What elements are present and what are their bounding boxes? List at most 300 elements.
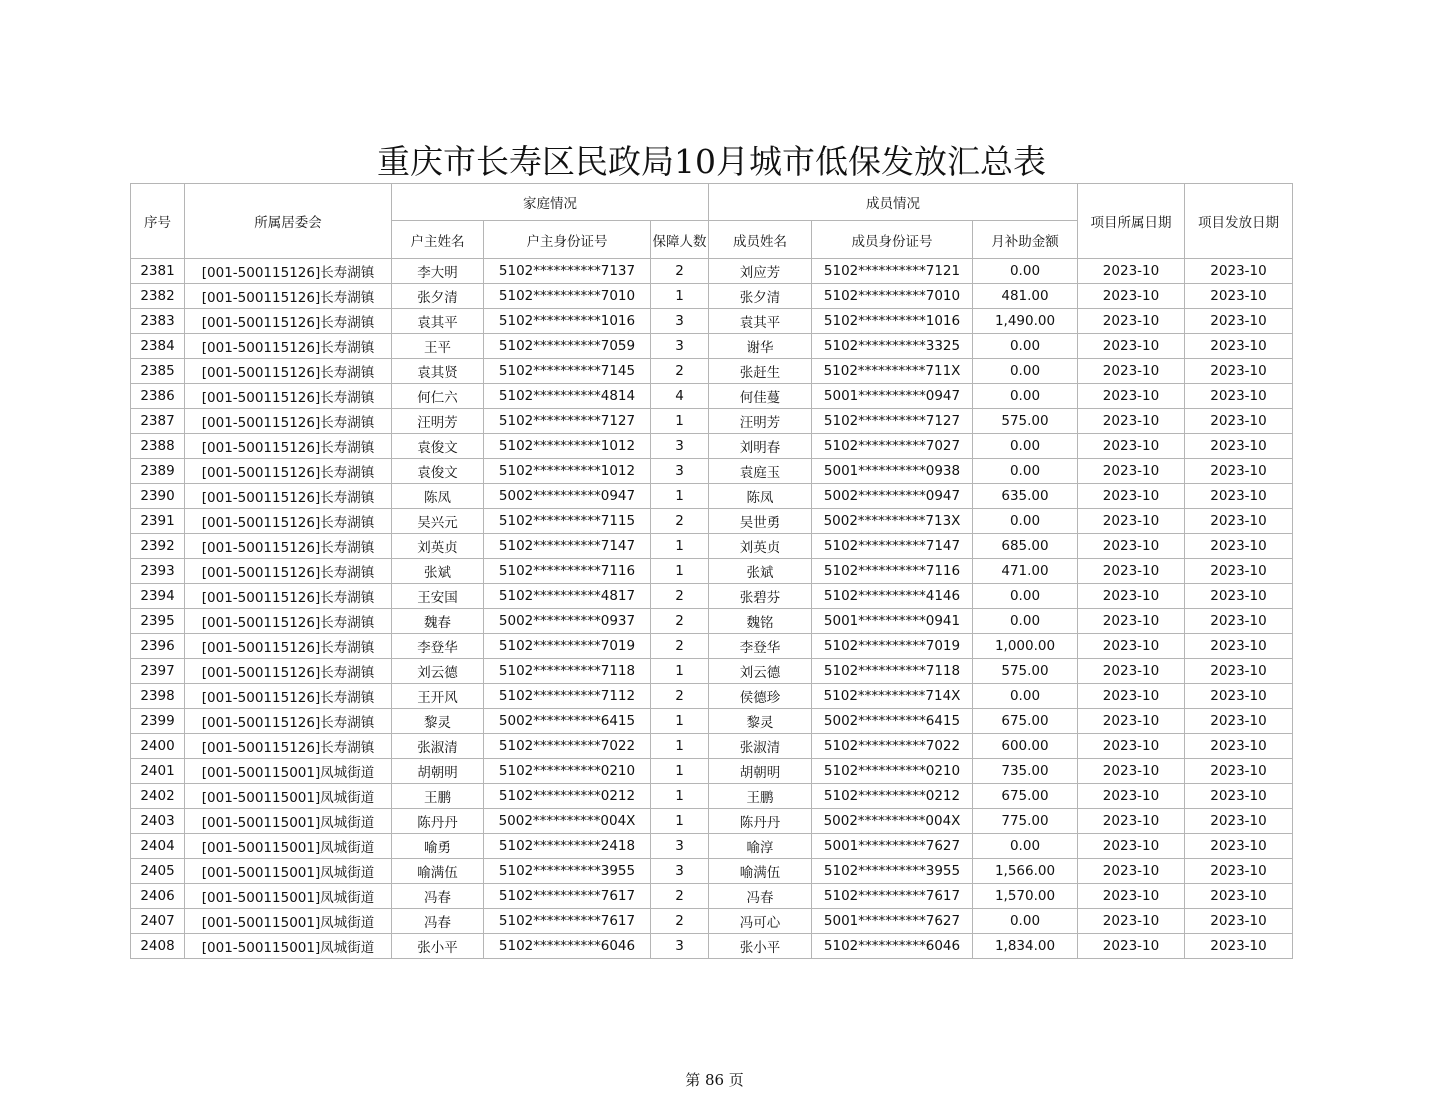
head-id-cell: 5102**********4817 (484, 584, 651, 609)
head-id-cell: 5102**********7112 (484, 684, 651, 709)
monthly-amount-cell: 575.00 (973, 409, 1078, 434)
member-id-cell: 5102**********7617 (812, 884, 973, 909)
header-head-name: 户主姓名 (392, 221, 484, 259)
project-month-cell: 2023-10 (1078, 259, 1185, 284)
covered-cell: 3 (651, 934, 709, 959)
table-row (131, 334, 1293, 359)
monthly-amount-cell: 675.00 (973, 784, 1078, 809)
issue-month-cell: 2023-10 (1185, 309, 1293, 334)
covered-cell: 2 (651, 909, 709, 934)
covered-cell: 1 (651, 784, 709, 809)
member-name-cell: 冯可心 (709, 909, 812, 934)
table-row (131, 434, 1293, 459)
head-id-cell: 5102**********7145 (484, 359, 651, 384)
issue-month-cell: 2023-10 (1185, 609, 1293, 634)
header-member-id: 成员身份证号 (812, 221, 973, 259)
table-row (131, 709, 1293, 734)
covered-cell: 1 (651, 534, 709, 559)
head-id-cell: 5102**********7127 (484, 409, 651, 434)
member-id-cell: 5102**********3955 (812, 859, 973, 884)
monthly-amount-cell: 1,490.00 (973, 309, 1078, 334)
head-id-cell: 5102**********7147 (484, 534, 651, 559)
head-name-cell: 张斌 (392, 559, 484, 584)
issue-month-cell: 2023-10 (1185, 484, 1293, 509)
issue-month-cell: 2023-10 (1185, 559, 1293, 584)
project-month-cell: 2023-10 (1078, 459, 1185, 484)
community-cell: [001-500115126]长寿湖镇 (185, 609, 392, 634)
seq-cell: 2397 (131, 659, 185, 684)
head-name-cell: 李登华 (392, 634, 484, 659)
member-id-cell: 5102**********1016 (812, 309, 973, 334)
member-name-cell: 张淑清 (709, 734, 812, 759)
seq-cell: 2398 (131, 684, 185, 709)
seq-cell: 2389 (131, 459, 185, 484)
table-row (131, 684, 1293, 709)
monthly-amount-cell: 675.00 (973, 709, 1078, 734)
header-issue-month: 项目发放日期 (1185, 184, 1293, 259)
covered-cell: 3 (651, 309, 709, 334)
community-cell: [001-500115001]凤城街道 (185, 884, 392, 909)
table-row (131, 559, 1293, 584)
member-id-cell: 5002**********713X (812, 509, 973, 534)
member-name-cell: 吴世勇 (709, 509, 812, 534)
seq-cell: 2387 (131, 409, 185, 434)
page-title: 重庆市长寿区民政局10月城市低保发放汇总表 (377, 142, 1046, 181)
member-id-cell: 5001**********0941 (812, 609, 973, 634)
community-cell: [001-500115126]长寿湖镇 (185, 509, 392, 534)
table-row (131, 359, 1293, 384)
table-row (131, 309, 1293, 334)
covered-cell: 3 (651, 434, 709, 459)
head-id-cell: 5102**********1012 (484, 459, 651, 484)
member-name-cell: 黎灵 (709, 709, 812, 734)
community-cell: [001-500115126]长寿湖镇 (185, 584, 392, 609)
project-month-cell: 2023-10 (1078, 809, 1185, 834)
member-id-cell: 5102**********7116 (812, 559, 973, 584)
head-name-cell: 王开风 (392, 684, 484, 709)
issue-month-cell: 2023-10 (1185, 284, 1293, 309)
issue-month-cell: 2023-10 (1185, 259, 1293, 284)
community-cell: [001-500115126]长寿湖镇 (185, 734, 392, 759)
member-name-cell: 张碧芬 (709, 584, 812, 609)
member-id-cell: 5102**********7019 (812, 634, 973, 659)
project-month-cell: 2023-10 (1078, 609, 1185, 634)
monthly-amount-cell: 0.00 (973, 384, 1078, 409)
head-name-cell: 黎灵 (392, 709, 484, 734)
monthly-amount-cell: 0.00 (973, 509, 1078, 534)
member-id-cell: 5002**********004X (812, 809, 973, 834)
project-month-cell: 2023-10 (1078, 584, 1185, 609)
member-name-cell: 冯春 (709, 884, 812, 909)
member-name-cell: 谢华 (709, 334, 812, 359)
issue-month-cell: 2023-10 (1185, 359, 1293, 384)
head-name-cell: 袁俊文 (392, 459, 484, 484)
covered-cell: 2 (651, 509, 709, 534)
covered-cell: 1 (651, 809, 709, 834)
member-name-cell: 刘明春 (709, 434, 812, 459)
table-row (131, 759, 1293, 784)
issue-month-cell: 2023-10 (1185, 909, 1293, 934)
head-id-cell: 5102**********7118 (484, 659, 651, 684)
head-name-cell: 冯春 (392, 884, 484, 909)
table-row (131, 634, 1293, 659)
seq-cell: 2402 (131, 784, 185, 809)
head-name-cell: 张夕清 (392, 284, 484, 309)
community-cell: [001-500115126]长寿湖镇 (185, 284, 392, 309)
project-month-cell: 2023-10 (1078, 909, 1185, 934)
table-row (131, 409, 1293, 434)
member-name-cell: 张夕清 (709, 284, 812, 309)
member-id-cell: 5102**********7121 (812, 259, 973, 284)
head-name-cell: 袁俊文 (392, 434, 484, 459)
member-id-cell: 5102**********6046 (812, 934, 973, 959)
table-row (131, 609, 1293, 634)
head-name-cell: 张淑清 (392, 734, 484, 759)
head-name-cell: 冯春 (392, 909, 484, 934)
table-body (131, 259, 1293, 959)
table-row (131, 884, 1293, 909)
table-row (131, 509, 1293, 534)
community-cell: [001-500115126]长寿湖镇 (185, 434, 392, 459)
project-month-cell: 2023-10 (1078, 284, 1185, 309)
community-cell: [001-500115126]长寿湖镇 (185, 534, 392, 559)
head-name-cell: 魏春 (392, 609, 484, 634)
covered-cell: 1 (651, 659, 709, 684)
seq-cell: 2400 (131, 734, 185, 759)
monthly-amount-cell: 735.00 (973, 759, 1078, 784)
project-month-cell: 2023-10 (1078, 884, 1185, 909)
community-cell: [001-500115126]长寿湖镇 (185, 459, 392, 484)
member-name-cell: 陈丹丹 (709, 809, 812, 834)
head-id-cell: 5102**********4814 (484, 384, 651, 409)
seq-cell: 2391 (131, 509, 185, 534)
table-row (131, 259, 1293, 284)
project-month-cell: 2023-10 (1078, 434, 1185, 459)
covered-cell: 2 (651, 609, 709, 634)
project-month-cell: 2023-10 (1078, 934, 1185, 959)
monthly-amount-cell: 1,000.00 (973, 634, 1078, 659)
issue-month-cell: 2023-10 (1185, 734, 1293, 759)
member-id-cell: 5102**********0212 (812, 784, 973, 809)
seq-cell: 2385 (131, 359, 185, 384)
head-name-cell: 喻勇 (392, 834, 484, 859)
head-id-cell: 5002**********0947 (484, 484, 651, 509)
head-id-cell: 5102**********0210 (484, 759, 651, 784)
issue-month-cell: 2023-10 (1185, 584, 1293, 609)
issue-month-cell: 2023-10 (1185, 509, 1293, 534)
covered-cell: 2 (651, 259, 709, 284)
head-name-cell: 陈丹丹 (392, 809, 484, 834)
member-name-cell: 张赶生 (709, 359, 812, 384)
project-month-cell: 2023-10 (1078, 784, 1185, 809)
issue-month-cell: 2023-10 (1185, 709, 1293, 734)
head-id-cell: 5102**********7059 (484, 334, 651, 359)
member-name-cell: 喻满伍 (709, 859, 812, 884)
member-name-cell: 胡朝明 (709, 759, 812, 784)
covered-cell: 1 (651, 559, 709, 584)
community-cell: [001-500115126]长寿湖镇 (185, 709, 392, 734)
project-month-cell: 2023-10 (1078, 834, 1185, 859)
member-id-cell: 5102**********714X (812, 684, 973, 709)
head-id-cell: 5102**********7022 (484, 734, 651, 759)
project-month-cell: 2023-10 (1078, 634, 1185, 659)
project-month-cell: 2023-10 (1078, 509, 1185, 534)
covered-cell: 2 (651, 634, 709, 659)
table-row (131, 809, 1293, 834)
table-row (131, 859, 1293, 884)
monthly-amount-cell: 481.00 (973, 284, 1078, 309)
table-row (131, 659, 1293, 684)
community-cell: [001-500115001]凤城街道 (185, 834, 392, 859)
member-name-cell: 刘云德 (709, 659, 812, 684)
seq-cell: 2403 (131, 809, 185, 834)
seq-cell: 2404 (131, 834, 185, 859)
seq-cell: 2405 (131, 859, 185, 884)
monthly-amount-cell: 0.00 (973, 584, 1078, 609)
seq-cell: 2383 (131, 309, 185, 334)
monthly-amount-cell: 0.00 (973, 259, 1078, 284)
member-id-cell: 5102**********7127 (812, 409, 973, 434)
covered-cell: 4 (651, 384, 709, 409)
member-id-cell: 5102**********711X (812, 359, 973, 384)
issue-month-cell: 2023-10 (1185, 884, 1293, 909)
head-id-cell: 5102**********7137 (484, 259, 651, 284)
covered-cell: 1 (651, 759, 709, 784)
seq-cell: 2394 (131, 584, 185, 609)
head-name-cell: 刘云德 (392, 659, 484, 684)
table-header (131, 184, 1293, 259)
head-id-cell: 5002**********6415 (484, 709, 651, 734)
monthly-amount-cell: 575.00 (973, 659, 1078, 684)
head-id-cell: 5102**********1012 (484, 434, 651, 459)
header-member-name: 成员姓名 (709, 221, 812, 259)
covered-cell: 3 (651, 859, 709, 884)
monthly-amount-cell: 635.00 (973, 484, 1078, 509)
table-row (131, 784, 1293, 809)
project-month-cell: 2023-10 (1078, 384, 1185, 409)
covered-cell: 1 (651, 409, 709, 434)
head-id-cell: 5102**********0212 (484, 784, 651, 809)
head-id-cell: 5102**********7115 (484, 509, 651, 534)
member-id-cell: 5001**********0947 (812, 384, 973, 409)
member-name-cell: 张小平 (709, 934, 812, 959)
member-name-cell: 汪明芳 (709, 409, 812, 434)
table-row (131, 934, 1293, 959)
monthly-amount-cell: 0.00 (973, 334, 1078, 359)
monthly-amount-cell: 0.00 (973, 459, 1078, 484)
issue-month-cell: 2023-10 (1185, 334, 1293, 359)
head-id-cell: 5102**********7617 (484, 884, 651, 909)
monthly-amount-cell: 0.00 (973, 609, 1078, 634)
head-name-cell: 何仁六 (392, 384, 484, 409)
community-cell: [001-500115001]凤城街道 (185, 859, 392, 884)
community-cell: [001-500115126]长寿湖镇 (185, 334, 392, 359)
community-cell: [001-500115126]长寿湖镇 (185, 359, 392, 384)
member-name-cell: 侯德珍 (709, 684, 812, 709)
project-month-cell: 2023-10 (1078, 759, 1185, 784)
monthly-amount-cell: 1,566.00 (973, 859, 1078, 884)
seq-cell: 2407 (131, 909, 185, 934)
issue-month-cell: 2023-10 (1185, 834, 1293, 859)
member-id-cell: 5001**********7627 (812, 909, 973, 934)
issue-month-cell: 2023-10 (1185, 409, 1293, 434)
head-id-cell: 5102**********1016 (484, 309, 651, 334)
project-month-cell: 2023-10 (1078, 534, 1185, 559)
issue-month-cell: 2023-10 (1185, 684, 1293, 709)
table-row (131, 484, 1293, 509)
community-cell: [001-500115001]凤城街道 (185, 934, 392, 959)
member-name-cell: 袁庭玉 (709, 459, 812, 484)
member-name-cell: 袁其平 (709, 309, 812, 334)
community-cell: [001-500115126]长寿湖镇 (185, 259, 392, 284)
project-month-cell: 2023-10 (1078, 334, 1185, 359)
covered-cell: 1 (651, 734, 709, 759)
covered-cell: 2 (651, 584, 709, 609)
head-name-cell: 袁其平 (392, 309, 484, 334)
issue-month-cell: 2023-10 (1185, 459, 1293, 484)
header-member-group: 成员情况 (709, 184, 1078, 221)
covered-cell: 1 (651, 484, 709, 509)
table-row (131, 584, 1293, 609)
member-name-cell: 张斌 (709, 559, 812, 584)
head-id-cell: 5102**********3955 (484, 859, 651, 884)
head-id-cell: 5002**********0937 (484, 609, 651, 634)
monthly-amount-cell: 1,834.00 (973, 934, 1078, 959)
member-id-cell: 5002**********0947 (812, 484, 973, 509)
monthly-amount-cell: 471.00 (973, 559, 1078, 584)
member-name-cell: 何佳蔓 (709, 384, 812, 409)
seq-cell: 2395 (131, 609, 185, 634)
seq-cell: 2396 (131, 634, 185, 659)
member-id-cell: 5102**********7010 (812, 284, 973, 309)
head-id-cell: 5102**********7617 (484, 909, 651, 934)
seq-cell: 2388 (131, 434, 185, 459)
covered-cell: 2 (651, 884, 709, 909)
head-id-cell: 5102**********7010 (484, 284, 651, 309)
table-row (131, 534, 1293, 559)
member-id-cell: 5102**********7147 (812, 534, 973, 559)
member-name-cell: 刘应芳 (709, 259, 812, 284)
project-month-cell: 2023-10 (1078, 684, 1185, 709)
monthly-amount-cell: 0.00 (973, 434, 1078, 459)
head-id-cell: 5002**********004X (484, 809, 651, 834)
issue-month-cell: 2023-10 (1185, 659, 1293, 684)
head-name-cell: 刘英贞 (392, 534, 484, 559)
project-month-cell: 2023-10 (1078, 309, 1185, 334)
member-id-cell: 5002**********6415 (812, 709, 973, 734)
monthly-amount-cell: 600.00 (973, 734, 1078, 759)
page-number: 第 86 页 (685, 1071, 744, 1089)
head-name-cell: 胡朝明 (392, 759, 484, 784)
covered-cell: 2 (651, 359, 709, 384)
monthly-amount-cell: 1,570.00 (973, 884, 1078, 909)
head-name-cell: 王平 (392, 334, 484, 359)
issue-month-cell: 2023-10 (1185, 784, 1293, 809)
monthly-amount-cell: 0.00 (973, 359, 1078, 384)
community-cell: [001-500115126]长寿湖镇 (185, 484, 392, 509)
covered-cell: 1 (651, 284, 709, 309)
community-cell: [001-500115126]长寿湖镇 (185, 659, 392, 684)
member-id-cell: 5102**********7027 (812, 434, 973, 459)
seq-cell: 2382 (131, 284, 185, 309)
head-id-cell: 5102**********7116 (484, 559, 651, 584)
seq-cell: 2406 (131, 884, 185, 909)
seq-cell: 2392 (131, 534, 185, 559)
seq-cell: 2393 (131, 559, 185, 584)
header-covered: 保障人数 (651, 221, 709, 259)
project-month-cell: 2023-10 (1078, 359, 1185, 384)
issue-month-cell: 2023-10 (1185, 859, 1293, 884)
table-row (131, 834, 1293, 859)
table-row (131, 734, 1293, 759)
head-name-cell: 李大明 (392, 259, 484, 284)
table-row (131, 459, 1293, 484)
seq-cell: 2384 (131, 334, 185, 359)
project-month-cell: 2023-10 (1078, 859, 1185, 884)
member-id-cell: 5102**********3325 (812, 334, 973, 359)
seq-cell: 2401 (131, 759, 185, 784)
community-cell: [001-500115126]长寿湖镇 (185, 309, 392, 334)
community-cell: [001-500115001]凤城街道 (185, 809, 392, 834)
table-row (131, 909, 1293, 934)
seq-cell: 2399 (131, 709, 185, 734)
head-id-cell: 5102**********2418 (484, 834, 651, 859)
issue-month-cell: 2023-10 (1185, 384, 1293, 409)
issue-month-cell: 2023-10 (1185, 534, 1293, 559)
community-cell: [001-500115001]凤城街道 (185, 759, 392, 784)
seq-cell: 2390 (131, 484, 185, 509)
header-project-month: 项目所属日期 (1078, 184, 1185, 259)
head-name-cell: 喻满伍 (392, 859, 484, 884)
header-family-group: 家庭情况 (392, 184, 709, 221)
covered-cell: 2 (651, 684, 709, 709)
project-month-cell: 2023-10 (1078, 484, 1185, 509)
seq-cell: 2381 (131, 259, 185, 284)
community-cell: [001-500115126]长寿湖镇 (185, 384, 392, 409)
community-cell: [001-500115126]长寿湖镇 (185, 684, 392, 709)
community-cell: [001-500115001]凤城街道 (185, 909, 392, 934)
monthly-amount-cell: 0.00 (973, 834, 1078, 859)
project-month-cell: 2023-10 (1078, 559, 1185, 584)
covered-cell: 3 (651, 459, 709, 484)
member-name-cell: 魏铭 (709, 609, 812, 634)
member-id-cell: 5102**********7118 (812, 659, 973, 684)
issue-month-cell: 2023-10 (1185, 809, 1293, 834)
member-id-cell: 5102**********7022 (812, 734, 973, 759)
issue-month-cell: 2023-10 (1185, 759, 1293, 784)
monthly-amount-cell: 0.00 (973, 684, 1078, 709)
member-id-cell: 5102**********4146 (812, 584, 973, 609)
header-seq: 序号 (131, 184, 185, 259)
seq-cell: 2408 (131, 934, 185, 959)
subsidy-table (130, 183, 1293, 959)
member-name-cell: 陈凤 (709, 484, 812, 509)
header-head-id: 户主身份证号 (484, 221, 651, 259)
project-month-cell: 2023-10 (1078, 409, 1185, 434)
member-id-cell: 5001**********7627 (812, 834, 973, 859)
head-name-cell: 汪明芳 (392, 409, 484, 434)
project-month-cell: 2023-10 (1078, 709, 1185, 734)
member-id-cell: 5001**********0938 (812, 459, 973, 484)
head-name-cell: 袁其贤 (392, 359, 484, 384)
issue-month-cell: 2023-10 (1185, 934, 1293, 959)
head-name-cell: 王安国 (392, 584, 484, 609)
head-name-cell: 吴兴元 (392, 509, 484, 534)
community-cell: [001-500115126]长寿湖镇 (185, 409, 392, 434)
project-month-cell: 2023-10 (1078, 734, 1185, 759)
project-month-cell: 2023-10 (1078, 659, 1185, 684)
head-id-cell: 5102**********7019 (484, 634, 651, 659)
